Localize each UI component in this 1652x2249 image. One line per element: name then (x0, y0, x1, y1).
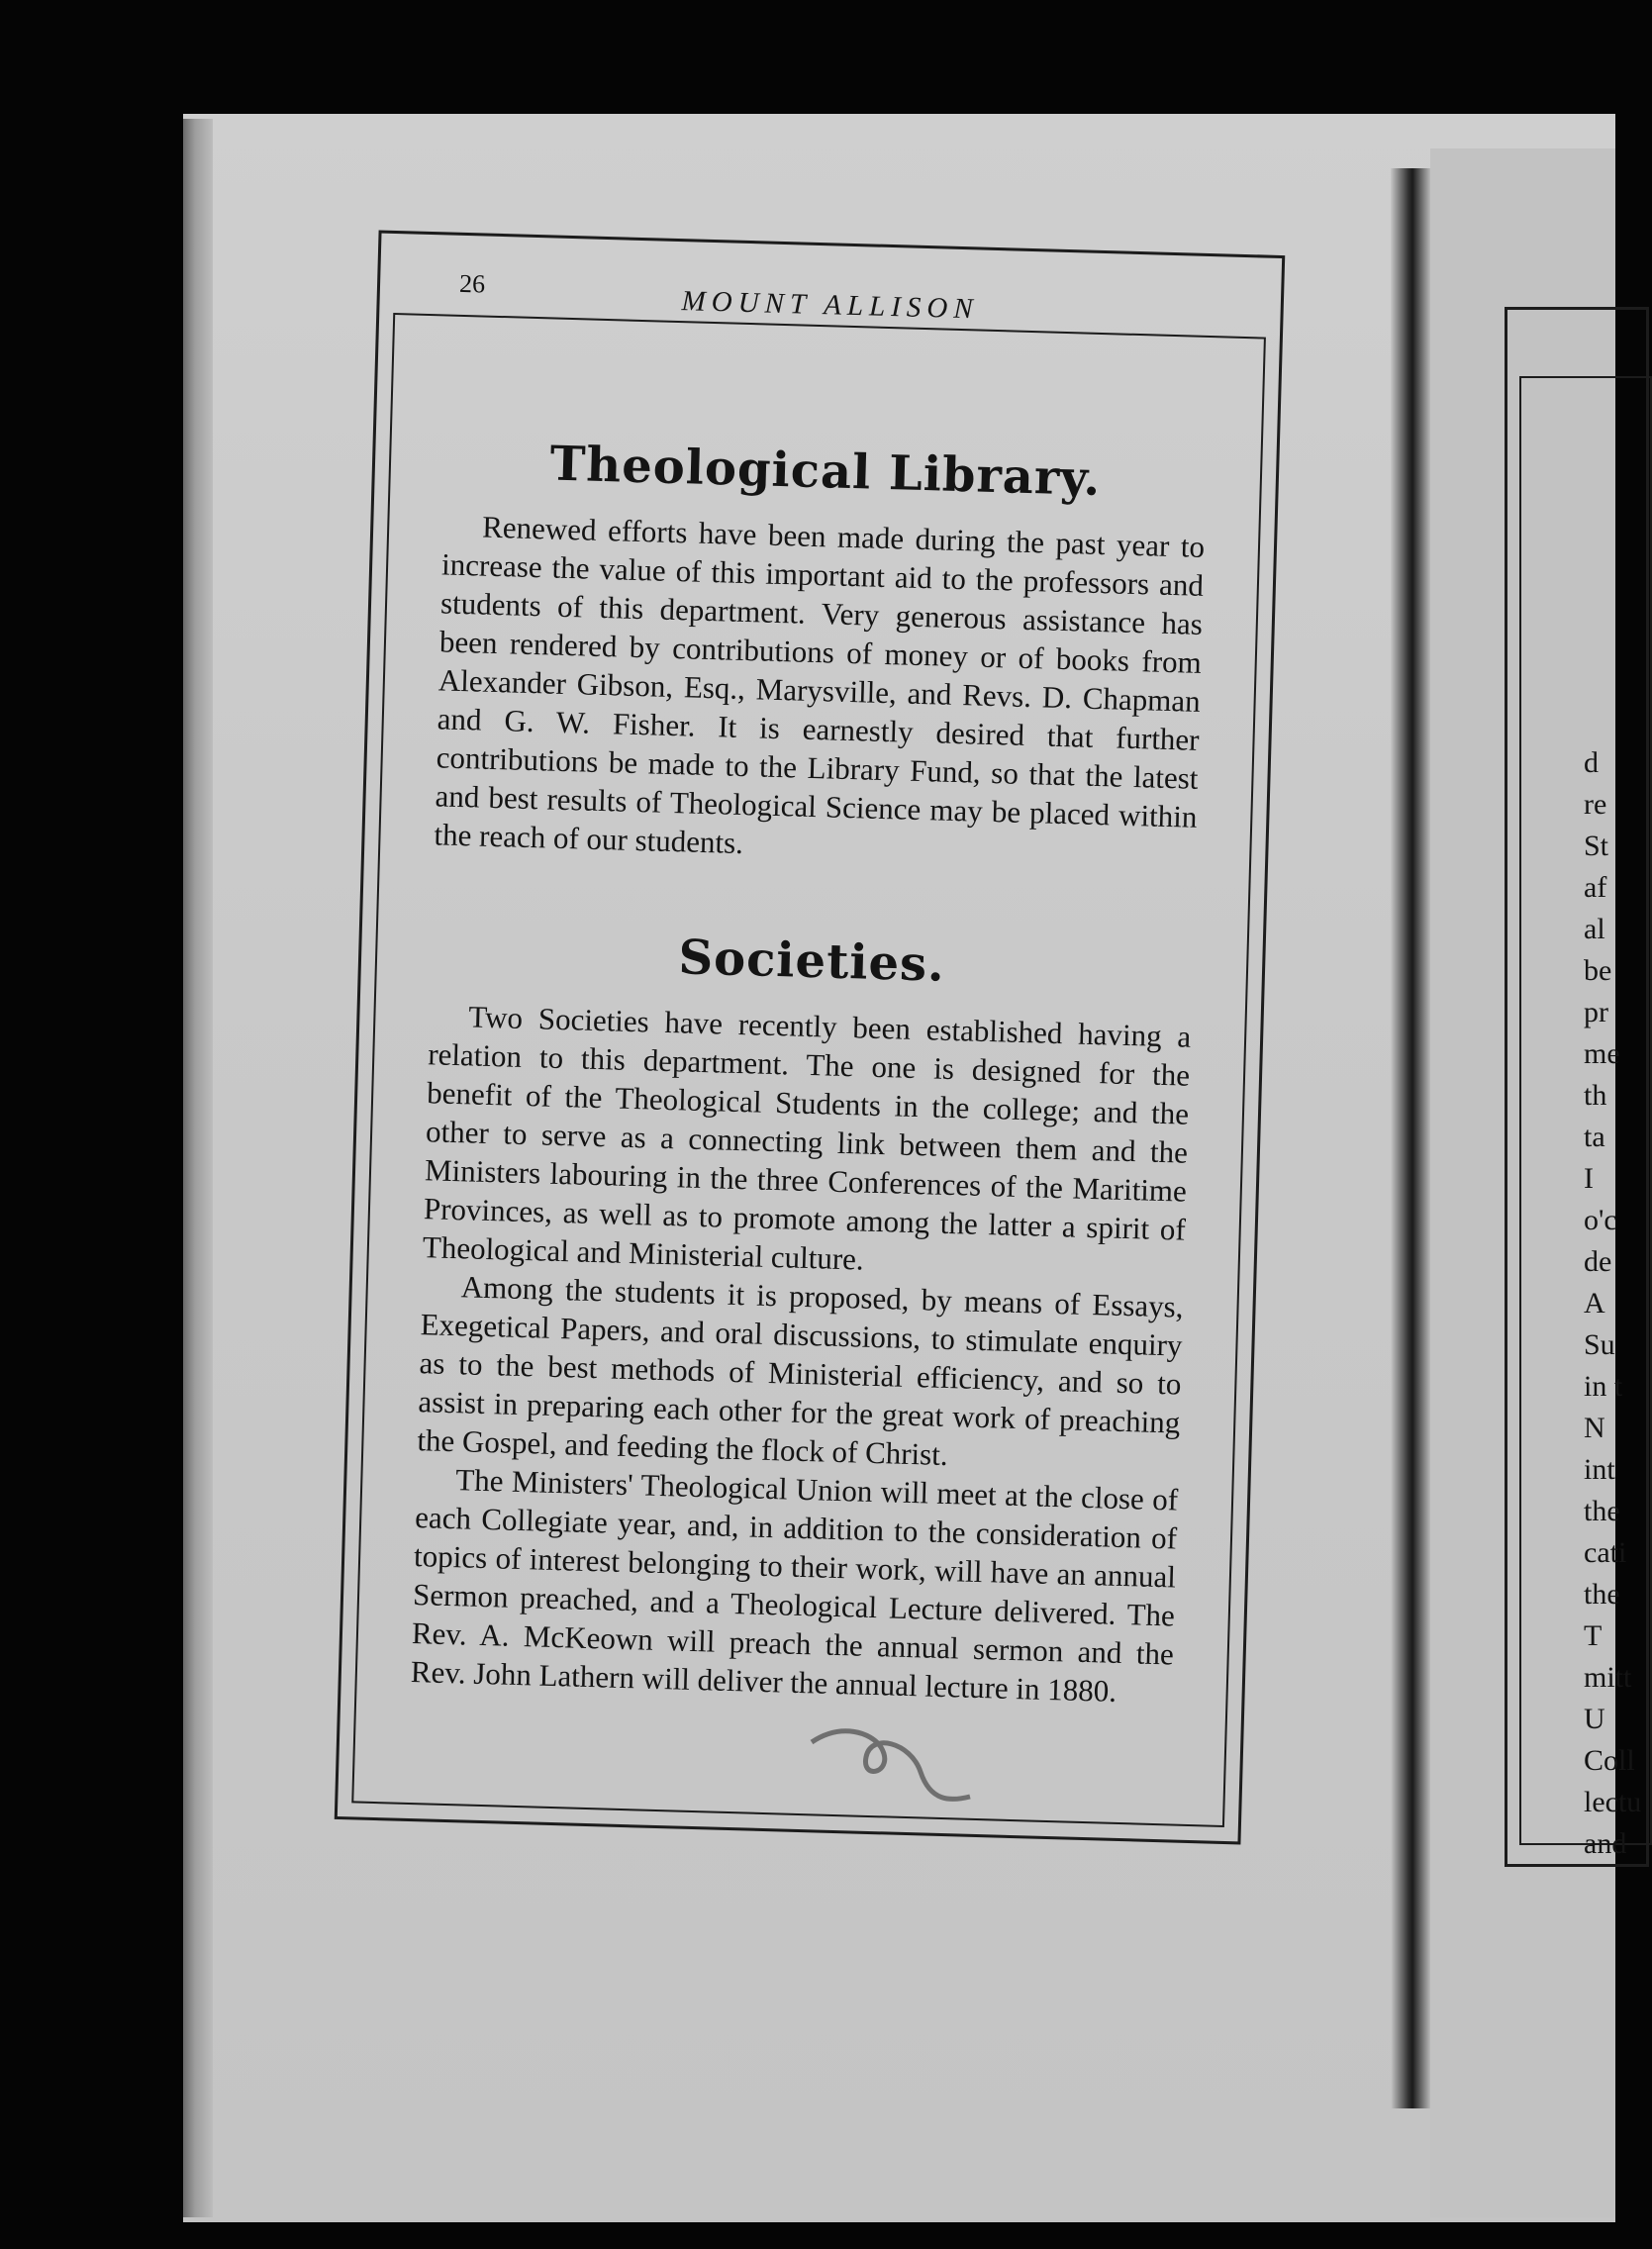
fragment-line: I (1584, 1162, 1594, 1195)
fragment-line: cati (1584, 1536, 1627, 1569)
fragment-line: d (1584, 746, 1599, 779)
fragment-line: the (1584, 1495, 1620, 1527)
fragment-line: be (1584, 954, 1612, 987)
book-left-edge (183, 119, 213, 2217)
fragment-line: al (1584, 913, 1605, 945)
page-content (410, 433, 1207, 1711)
section-heading-library: Theological Library. (548, 436, 1103, 507)
fragment-line: A (1584, 1287, 1605, 1320)
fragment-line: af (1584, 871, 1607, 904)
ink-mark (802, 1703, 1000, 1821)
fragment-line: and (1584, 1827, 1627, 1860)
library-paragraph: Renewed efforts have been made during the past year to increase the value of this important aid to the professors and students of this department. Very generous assistance has been rendered by contributions of money or of books from Alexander Gibson, Esq., Marysville, and Revs. D. Chapman and G. W. Fisher. It is earnestly desired that further contributions be made to the Library Fund, so that the latest and best results of Theological Science may be placed within the reach of our students. (434, 509, 1206, 861)
fragment-line: Coll (1584, 1744, 1635, 1777)
societies-paragraph-3: The Ministers' Theological Union will meet at the close of each Collegiate year, and, in addition to the consideration of topics of interest belonging to their work, will have an annual Sermon preached, and a Theological Lecture delivered. The Rev. A. McKeown will preach the annual sermon and the Rev. John Lathern will deliver the annual lecture in 1880. (410, 1462, 1179, 1709)
societies-paragraph-2: Among the students it is proposed, by means of Essays, Exegetical Papers, and oral discussions, to stimulate enquiry as to the best methods of Ministerial efficiency, and so to assist in preparing each other for the great work of preaching the Gospel, and feeding the flock of Christ. (417, 1269, 1185, 1473)
fragment-line: in t (1584, 1370, 1623, 1403)
page-frame (335, 231, 1285, 1845)
fragment-line: Su (1584, 1328, 1615, 1361)
page-number: 26 (458, 268, 486, 299)
facing-page-text-fragments (1584, 742, 1643, 1865)
fragment-line: re (1584, 788, 1607, 821)
fragment-line: int (1584, 1453, 1615, 1486)
societies-paragraph-1: Two Societies have recently been established having a relation to this department. The one is designed for the benefit of the Theological Students in the college; and the other to serve as a connecting link between them and the Ministers labouring in the three Conferences of the Maritime Provinces, as well as to promote among the latter a spirit of Theological and Ministerial culture. (422, 999, 1192, 1277)
fragment-line: the (1584, 1578, 1620, 1611)
fragment-line: me (1584, 1037, 1620, 1070)
fragment-line: mitt (1584, 1661, 1632, 1694)
fragment-line: de (1584, 1245, 1612, 1278)
fragment-line: o'c (1584, 1204, 1617, 1236)
fragment-line: ta (1584, 1121, 1605, 1153)
fragment-line: lectu (1584, 1786, 1642, 1818)
fragment-line: pr (1584, 996, 1608, 1028)
running-head: MOUNT ALLISON (681, 285, 980, 326)
fragment-line: T (1584, 1619, 1603, 1652)
section-heading-societies: Societies. (677, 929, 946, 993)
fragment-line: th (1584, 1079, 1607, 1112)
fragment-line: N (1584, 1412, 1605, 1444)
book-gutter (1391, 168, 1430, 2108)
fragment-line: St (1584, 830, 1609, 862)
fragment-line: U (1584, 1703, 1605, 1735)
